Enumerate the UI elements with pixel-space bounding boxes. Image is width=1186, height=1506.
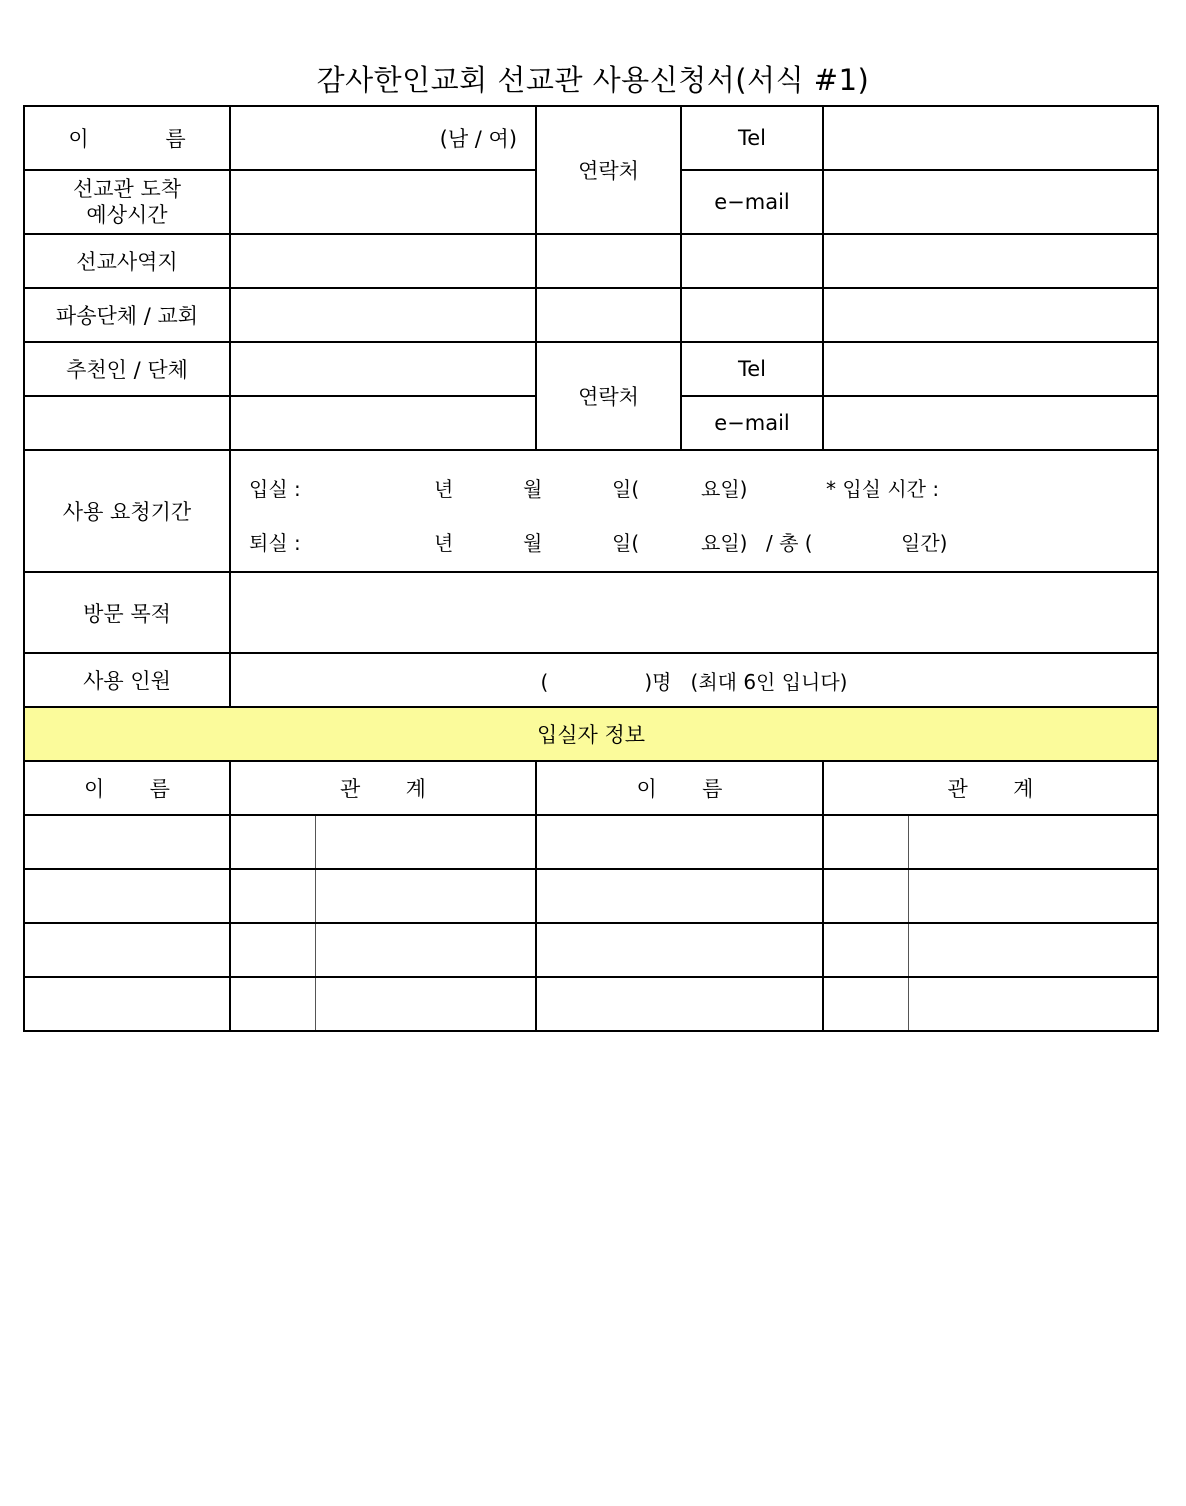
col-relation-1 (230, 761, 536, 815)
checkout-label: 퇴실 : (249, 531, 301, 555)
email-field[interactable] (823, 170, 1158, 234)
occupants-label: 사용 인원 (24, 653, 230, 707)
col-name-1-text: 이 름 (84, 777, 170, 801)
checkin-time-label: * 입실 시간 : (826, 477, 940, 501)
sending-org-label: 파송단체 / 교회 (24, 288, 230, 342)
occupants-open-paren: ( (540, 669, 549, 694)
sending-org-extra-1[interactable] (536, 288, 681, 342)
occupant-relation-cell-b[interactable] (315, 815, 536, 869)
col-relation-2 (823, 761, 1158, 815)
purpose-label: 방문 목적 (24, 572, 230, 653)
occupant-name-cell[interactable] (24, 923, 230, 977)
occupant-relation-cell-2a[interactable] (823, 815, 908, 869)
recommender-tel-label: Tel (681, 342, 823, 396)
checkout-row (249, 511, 1157, 565)
mission-field-label: 선교사역지 (24, 234, 230, 288)
checkout-year-unit: 년 (434, 531, 454, 555)
checkout-day-unit: 일( (612, 531, 640, 555)
checkin-label: 입실 : (249, 477, 301, 501)
total-label: / 총 ( (766, 531, 813, 555)
recommender-extra-input[interactable] (230, 396, 536, 450)
occupant-relation-cell-b[interactable] (315, 869, 536, 923)
mission-field-extra-2[interactable] (681, 234, 823, 288)
name-label-text: 이 름 (68, 127, 186, 151)
occupant-relation-cell-a[interactable] (230, 977, 315, 1031)
checkin-year-unit: 년 (434, 477, 454, 501)
mission-field-extra-1[interactable] (536, 234, 681, 288)
recommender-tel-field[interactable] (823, 342, 1158, 396)
col-name-1 (24, 761, 230, 815)
checkin-day-unit: 일( (612, 477, 640, 501)
occupant-name-cell-2[interactable] (536, 869, 823, 923)
recommender-contact-label: 연락처 (536, 342, 681, 450)
col-name-2-text: 이 름 (636, 777, 723, 801)
contact-label: 연락처 (536, 106, 681, 234)
sending-org-input[interactable] (230, 288, 536, 342)
sending-org-extra-2[interactable] (681, 288, 823, 342)
arrival-label-line1: 선교관 도착 (72, 177, 182, 201)
col-relation-1-text: 관 계 (340, 777, 426, 801)
occupant-relation-cell-a[interactable] (230, 869, 315, 923)
occupants-field[interactable] (230, 653, 1158, 707)
occupant-info-header: 입실자 정보 (24, 707, 1158, 761)
recommender-label: 추천인 / 단체 (24, 342, 230, 396)
occupant-relation-cell-b[interactable] (315, 923, 536, 977)
tel-field[interactable] (823, 106, 1158, 170)
occupant-name-cell[interactable] (24, 869, 230, 923)
gender-hint: (남 / 여) (439, 127, 518, 151)
arrival-label-line2: 예상시간 (86, 203, 168, 227)
name-label (24, 106, 230, 170)
tel-label: Tel (681, 106, 823, 170)
occupant-name-cell[interactable] (24, 815, 230, 869)
checkin-month-unit: 월 (523, 477, 543, 501)
email-label: e−mail (681, 170, 823, 234)
checkout-month-unit: 월 (523, 531, 543, 555)
occupant-row (24, 815, 1158, 869)
checkin-row (249, 457, 1157, 511)
occupant-row (24, 977, 1158, 1031)
occupant-relation-cell-2b[interactable] (908, 923, 1158, 977)
arrival-time-field[interactable] (230, 170, 536, 234)
purpose-field[interactable] (230, 572, 1158, 653)
period-label: 사용 요청기간 (24, 450, 230, 572)
period-field[interactable] (230, 450, 1158, 572)
occupant-relation-cell-a[interactable] (230, 815, 315, 869)
occupant-relation-cell-2a[interactable] (823, 977, 908, 1031)
occupant-row (24, 869, 1158, 923)
occupant-relation-cell-a[interactable] (230, 923, 315, 977)
col-relation-2-text: 관 계 (947, 777, 1034, 801)
application-form-table (23, 105, 1159, 1032)
occupant-relation-cell-2b[interactable] (908, 869, 1158, 923)
arrival-time-label (24, 170, 230, 234)
occupant-relation-cell-2a[interactable] (823, 923, 908, 977)
checkin-weekday-unit: 요일) (701, 477, 748, 501)
occupant-name-cell-2[interactable] (536, 815, 823, 869)
total-days-unit: 일간) (901, 531, 948, 555)
occupant-relation-cell-2b[interactable] (908, 977, 1158, 1031)
occupant-name-cell[interactable] (24, 977, 230, 1031)
checkout-weekday-unit: 요일) (701, 531, 748, 555)
occupant-relation-cell-2a[interactable] (823, 869, 908, 923)
occupant-relation-cell-b[interactable] (315, 977, 536, 1031)
sending-org-extra-3[interactable] (823, 288, 1158, 342)
occupant-name-cell-2[interactable] (536, 923, 823, 977)
occupants-hint: )명 (최대 6인 입니다) (644, 669, 848, 694)
col-name-2 (536, 761, 823, 815)
recommender-email-label: e−mail (681, 396, 823, 450)
recommender-email-field[interactable] (823, 396, 1158, 450)
recommender-input[interactable] (230, 342, 536, 396)
document-title: 감사한인교회 선교관 사용신청서(서식 #1) (316, 63, 870, 97)
mission-field-input[interactable] (230, 234, 536, 288)
occupant-name-cell-2[interactable] (536, 977, 823, 1031)
name-field[interactable] (230, 106, 536, 170)
mission-field-extra-3[interactable] (823, 234, 1158, 288)
recommender-extra-label (24, 396, 230, 450)
occupant-relation-cell-2b[interactable] (908, 815, 1158, 869)
occupant-row (24, 923, 1158, 977)
